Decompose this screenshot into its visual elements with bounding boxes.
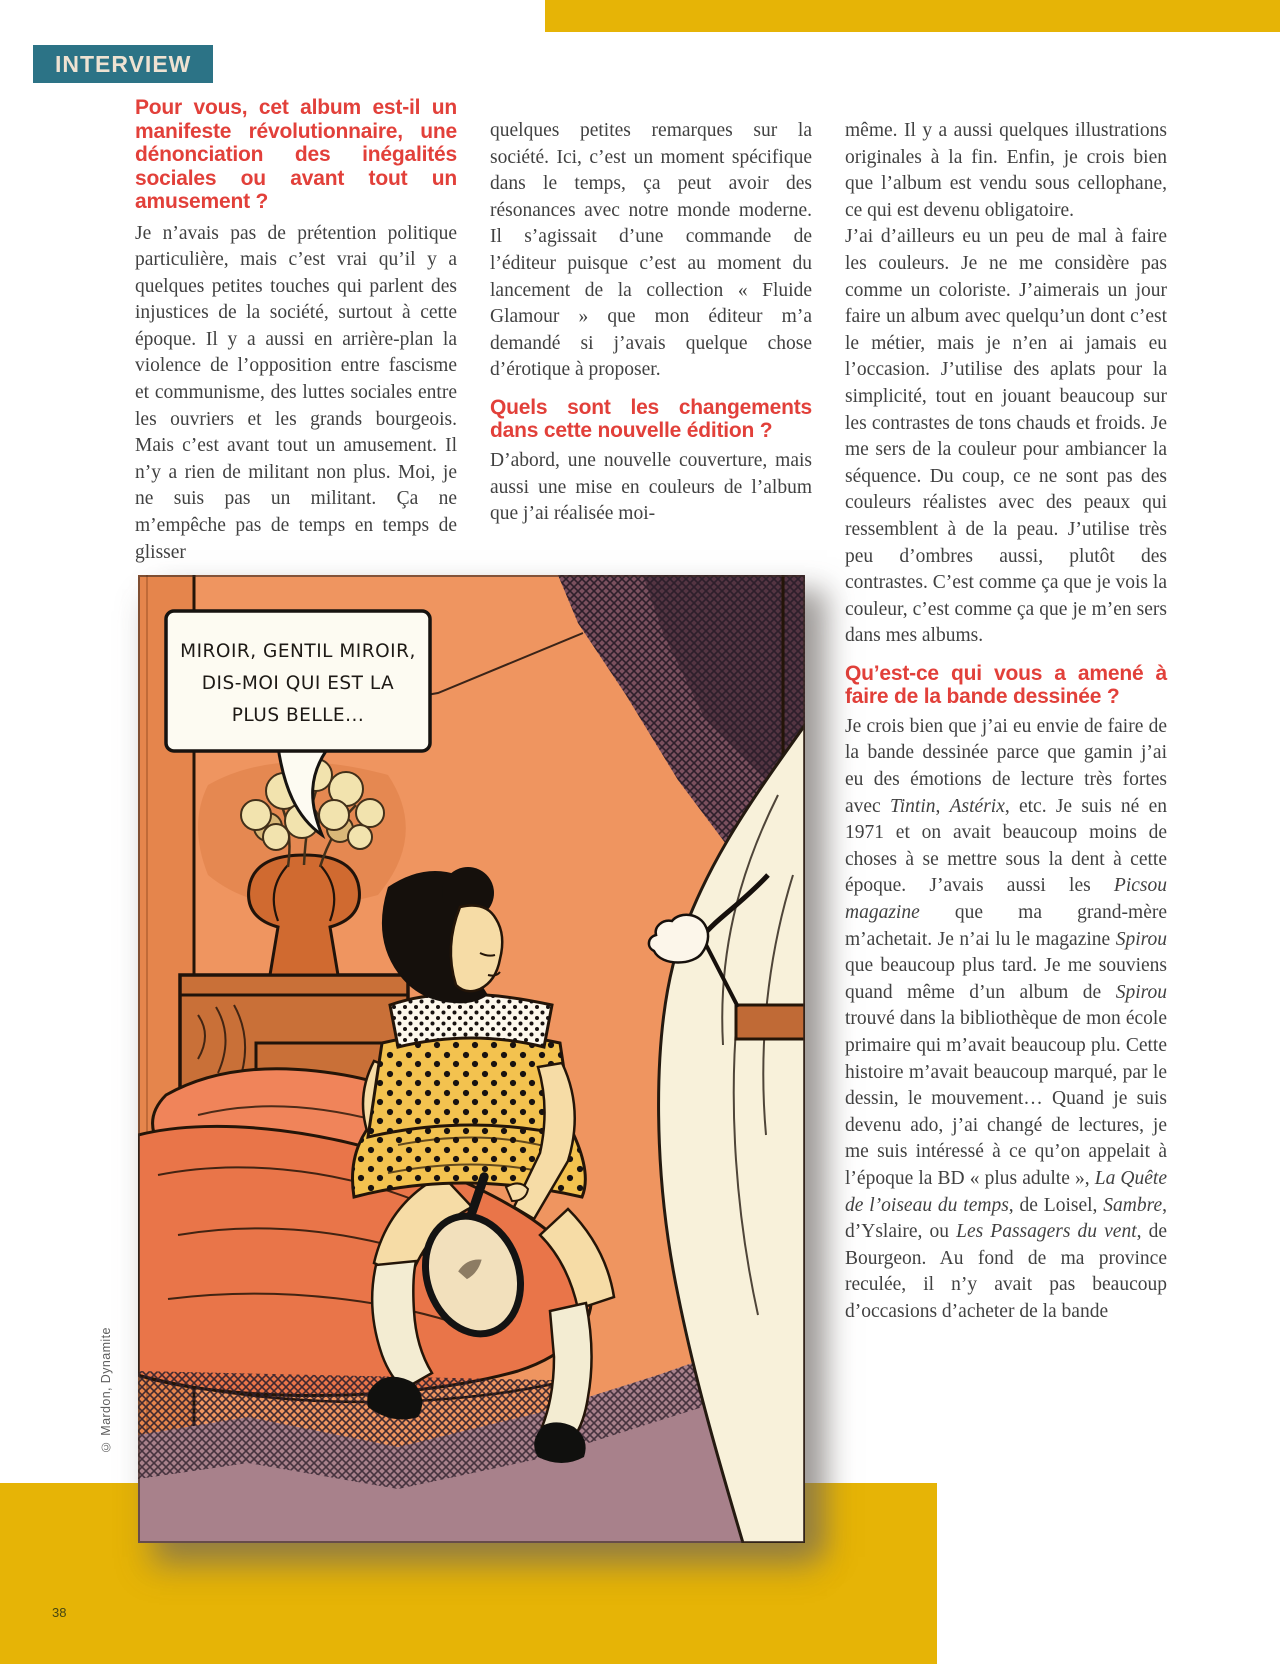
- answer-paragraph: Je crois bien que j’ai eu envie de faire de la bande dessinée parce que gamin j’ai eu des émotions de lecture très fortes avec Tintin, Astérix, etc. Je suis né en 1971 et on avait beaucoup moins de choses à se mettre sous la dent à cette époque. J’avais aussi les Picsou magazine que ma grand-mère m’achetait. Je n’ai lu le magazine Spirou que beaucoup plus tard. Je me souviens quand même d’un album de Spirou trouvé dans la bibliothèque de mon école primaire qui m’avait beaucoup plu. Cette histoire m’avait beaucoup marqué, par le dessin, le mouvement… Quand je suis devenu ado, j’ai changé de lectures, je me suis intéressé à ce qu’on appelait à l’époque la BD « plus adulte », La Quête de l’oiseau du temps, de Loisel, Sambre, d’Yslaire, ou Les Passagers du vent, de Bourgeon. Au fond de ma province reculée, il n’y avait pas beaucoup d’occasions d’acheter de la bande: [845, 715, 1167, 1322]
- answer-paragraph: même. Il y a aussi quelques illustrations originales à la fin. Enfin, je crois bien que l’album est vendu sous cellophane, ce qui est devenu obligatoire.: [845, 120, 1167, 221]
- question-heading: Pour vous, cet album est-il un manifeste révolutionnaire, une dénonciation des inégalités sociales ou avant tout un amusement ?: [135, 96, 457, 213]
- answer-paragraph: D’abord, une nouvelle couverture, mais aussi une mise en couleurs de l’album que j’ai réalisée moi-: [490, 449, 812, 525]
- bubble-text-line-2: DIS-MOI QUI EST LA: [201, 673, 395, 694]
- answer-paragraph: J’ai d’ailleurs eu un peu de mal à faire les couleurs. Je ne me considère pas comme un coloriste. J’aimerais un jour faire un album avec quelqu’un dont c’est le métier, mais je n’en ai jamais eu l’occasion. J’utilise des aplats pour la simplicité, tout en jouant beaucoup sur les contrastes de tons chauds et froids. Je me sers de la couleur pour ambiancer la séquence. Du coup, ce ne sont pas des couleurs réalistes avec des peaux qui ressemblent à de la peau. J’utilise très peu d’ombres aussi, plutôt des contrastes. C’est comme ça que je vois la couleur, c’est comme ça que je m’en sers dans mes albums.: [845, 226, 1167, 647]
- bubble-text-line-3: PLUS BELLE...: [231, 705, 365, 726]
- bubble-text-line-1: MIROIR, GENTIL MIROIR,: [180, 641, 416, 662]
- question-heading: Quels sont les changements dans cette nouvelle édition ?: [490, 395, 812, 443]
- column-2: [490, 118, 812, 528]
- question-heading: Qu’est-ce qui vous a amené à faire de la bande dessinée ?: [845, 661, 1167, 709]
- interview-badge-label: INTERVIEW: [55, 50, 192, 77]
- photo-credit: © Mardon, Dynamite: [99, 1327, 113, 1455]
- answer-paragraph: quelques petites remarques sur la société. Ici, c’est un moment spécifique dans le temps, ça peut avoir des résonances avec notre monde moderne. Il s’agissait d’une commande de l’éditeur puisque c’est au moment du lancement de la collection « Fluide Glamour » que mon éditeur m’a demandé si j’avais quelque chose d’érotique à proposer.: [490, 120, 812, 381]
- column-1: [135, 96, 457, 566]
- top-accent-bar: [545, 0, 1280, 32]
- comic-illustration: [138, 575, 805, 1543]
- page-number: 38: [52, 1605, 67, 1620]
- comic-panel: [138, 575, 805, 1543]
- interview-badge: [33, 45, 213, 83]
- column-3: [845, 118, 1167, 1326]
- answer-paragraph: Je n’avais pas de prétention politique particulière, mais c’est vrai qu’il y a quelques petites touches qui parlent des injustices de la société, surtout à cette époque. Il y a aussi en arrière-plan la violence de l’opposition entre fascisme et communisme, des luttes sociales entre les ouvriers et les grands bourgeois. Mais c’est avant tout un amusement. Il n’y a rien de militant non plus. Moi, je ne suis pas un militant. Ça ne m’empêche pas de temps en temps de glisser: [135, 222, 457, 563]
